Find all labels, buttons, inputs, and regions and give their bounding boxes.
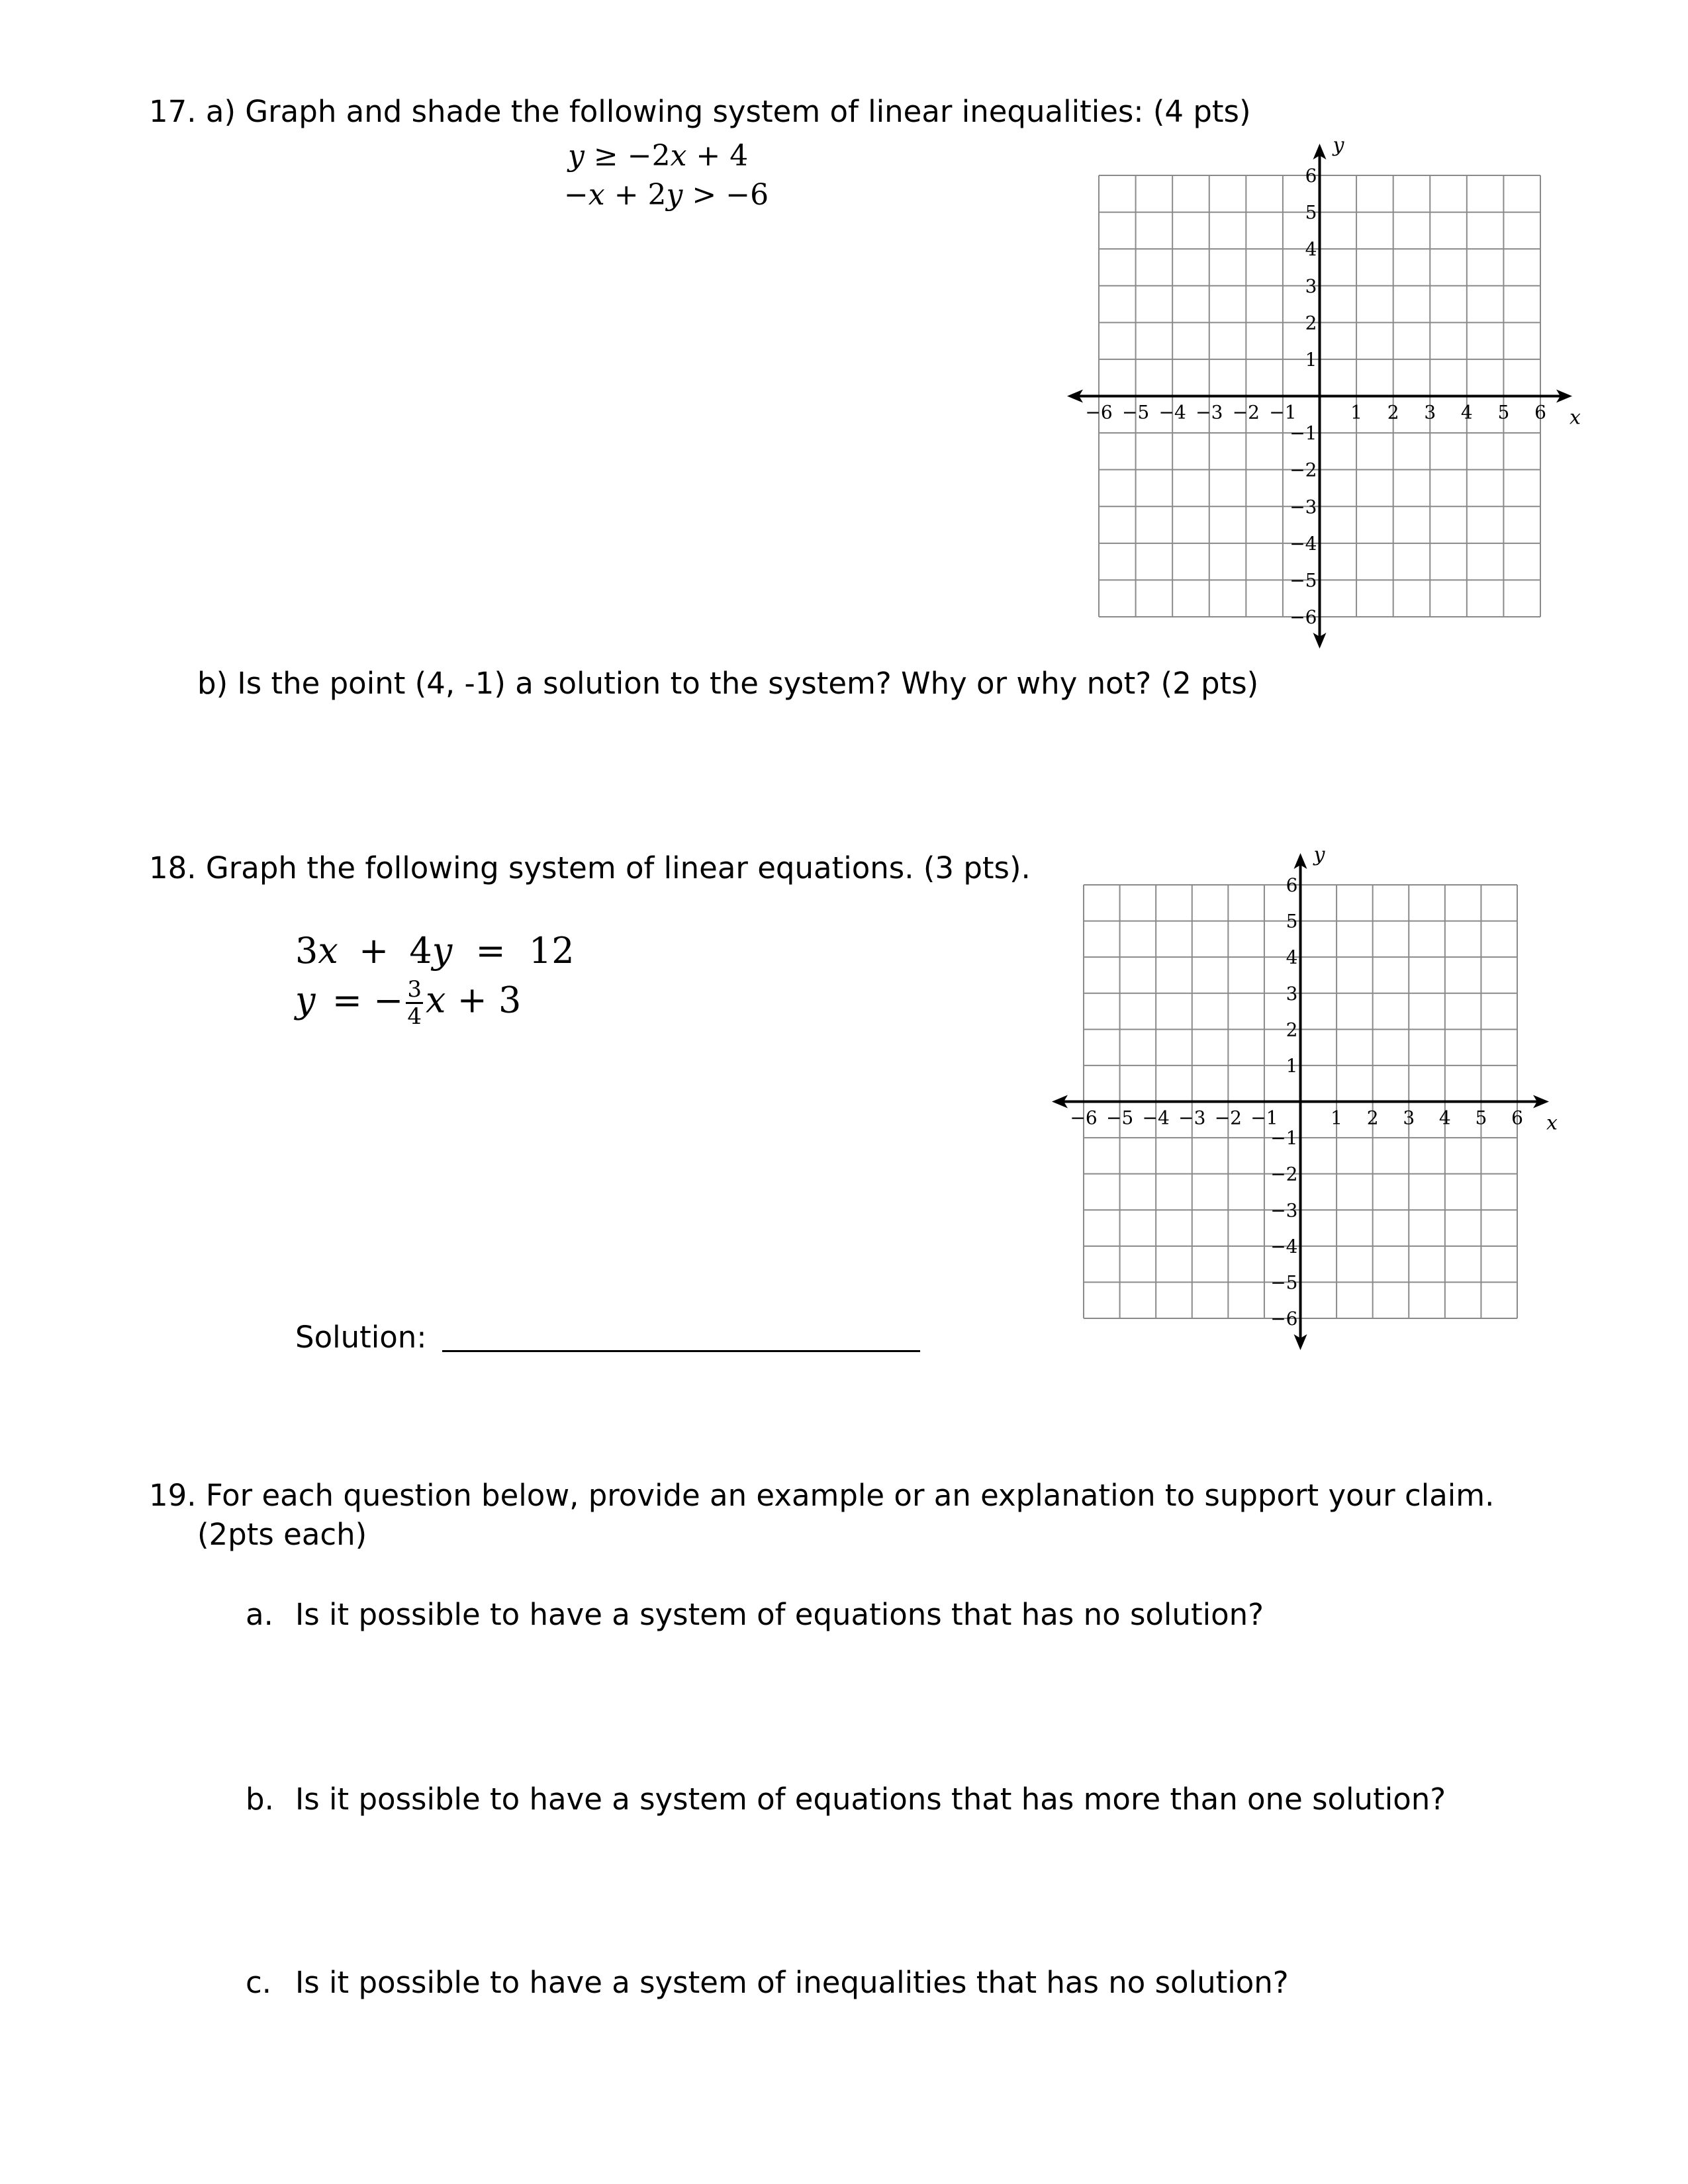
x-tick-label: −5	[1105, 1107, 1134, 1129]
x-tick-label: −6	[1070, 1107, 1098, 1129]
y-tick-label: 2	[1305, 312, 1317, 334]
y-axis-label: y	[1333, 134, 1344, 157]
ineq2-var2: y	[666, 178, 683, 212]
ineq1-rhs-prefix: −2	[627, 139, 671, 173]
y-tick-label: −1	[1289, 422, 1317, 445]
eq2-var: x	[426, 979, 446, 1021]
y-tick-label: −2	[1270, 1163, 1298, 1185]
y-tick-label: −1	[1270, 1127, 1298, 1150]
q18-coordinate-grid[interactable]	[1033, 834, 1575, 1363]
x-tick-label: −3	[1178, 1107, 1206, 1129]
x-tick-label: −1	[1250, 1107, 1278, 1129]
x-tick-label: −6	[1085, 401, 1113, 424]
x-tick-label: 3	[1403, 1107, 1415, 1129]
eq2-tail: + 3	[445, 979, 522, 1021]
y-tick-label: 4	[1305, 238, 1317, 261]
q19-points: (2pts each)	[197, 1517, 367, 1552]
q18-solution-answer-line[interactable]	[442, 1350, 920, 1352]
y-tick-label: −3	[1289, 496, 1317, 518]
x-tick-label: −2	[1214, 1107, 1242, 1129]
y-tick-label: −6	[1270, 1308, 1298, 1330]
y-tick-label: −4	[1289, 532, 1317, 555]
y-tick-label: 3	[1305, 275, 1317, 297]
q19-item-text: Is it possible to have a system of equations that has no solution?	[295, 1597, 1264, 1632]
y-tick-label: 2	[1286, 1019, 1298, 1041]
q17-part-b: b) Is the point (4, -1) a solution to the system? Why or why not? (2 pts)	[197, 666, 1259, 701]
eq2-lhs: y	[295, 979, 316, 1021]
x-axis-label: x	[1570, 406, 1581, 430]
eq2-numerator: 3	[407, 976, 422, 1003]
ineq2-part3: > −6	[682, 178, 769, 212]
x-tick-label: −5	[1121, 401, 1150, 424]
q19-title: 19. For each question below, provide an example or an explanation to support your claim.	[149, 1478, 1495, 1513]
eq1-var-x: x	[318, 930, 338, 972]
q19-item-marker: a.	[246, 1597, 273, 1632]
y-tick-label: 1	[1286, 1054, 1298, 1077]
eq1-coef-x: 3	[295, 930, 318, 972]
q19-item-marker: b.	[246, 1782, 274, 1817]
eq1-plus: +	[359, 930, 389, 972]
x-tick-label: −1	[1269, 401, 1297, 424]
y-tick-label: 3	[1286, 982, 1298, 1005]
x-tick-label: −4	[1142, 1107, 1170, 1129]
x-tick-label: −4	[1158, 401, 1186, 424]
q18-title: 18. Graph the following system of linear equations. (3 pts).	[149, 850, 1031, 886]
y-tick-label: 5	[1286, 910, 1298, 933]
x-tick-label: 3	[1424, 401, 1436, 424]
ineq2-part2: + 2	[604, 178, 667, 212]
y-tick-label: −5	[1289, 569, 1317, 592]
eq2-denominator: 4	[407, 1003, 422, 1030]
q18-equation-2	[295, 978, 521, 1028]
ineq1-lhs: y	[568, 139, 585, 173]
y-axis-label: y	[1313, 843, 1325, 866]
q18-equation-1	[295, 930, 575, 972]
q17-inequality-2	[564, 178, 769, 212]
x-tick-label: −3	[1196, 401, 1223, 424]
x-tick-label: 5	[1475, 1107, 1487, 1129]
eq1-equals: =	[475, 930, 506, 972]
q18-solution-label: Solution:	[295, 1320, 427, 1355]
q17-title: 17. a) Graph and shade the following system of linear inequalities: (4 pts)	[149, 94, 1251, 129]
y-tick-label: −3	[1270, 1199, 1298, 1222]
y-tick-label: −6	[1289, 606, 1317, 628]
eq1-var-y: y	[432, 930, 453, 972]
eq1-rhs: 12	[528, 930, 575, 972]
ineq2-part1: −	[564, 178, 588, 212]
ineq1-op: ≥	[593, 139, 618, 173]
eq2-equals-minus: = −	[332, 979, 404, 1021]
ineq1-rhs-suffix: + 4	[686, 139, 749, 173]
x-tick-label: 6	[1511, 1107, 1523, 1129]
y-tick-label: −4	[1270, 1235, 1298, 1257]
x-tick-label: 2	[1387, 401, 1399, 424]
ineq2-var1: x	[588, 178, 605, 212]
q17-inequality-1	[568, 139, 749, 173]
x-tick-label: −2	[1232, 401, 1260, 424]
y-tick-label: 4	[1286, 946, 1298, 969]
y-tick-label: 6	[1286, 874, 1298, 896]
y-tick-label: 1	[1305, 348, 1317, 371]
q19-item-text: Is it possible to have a system of equations that has more than one solution?	[295, 1782, 1446, 1817]
x-tick-label: 4	[1460, 401, 1473, 424]
y-tick-label: −5	[1270, 1271, 1298, 1294]
x-tick-label: 1	[1331, 1107, 1342, 1129]
x-tick-label: 6	[1534, 401, 1546, 424]
x-tick-label: 5	[1497, 401, 1510, 424]
x-tick-label: 2	[1366, 1107, 1379, 1129]
q19-item-marker: c.	[246, 1965, 272, 2000]
y-tick-label: 6	[1305, 165, 1317, 187]
eq2-fraction	[406, 978, 423, 1028]
eq1-coef-y: 4	[409, 930, 432, 972]
q17-coordinate-grid[interactable]	[1059, 132, 1602, 662]
y-tick-label: 5	[1305, 201, 1317, 224]
ineq1-rhs-var: x	[670, 139, 687, 173]
x-tick-label: 1	[1350, 401, 1362, 424]
q19-item-text: Is it possible to have a system of inequalities that has no solution?	[295, 1965, 1289, 2000]
x-axis-label: x	[1546, 1111, 1558, 1135]
y-tick-label: −2	[1289, 459, 1317, 481]
x-tick-label: 4	[1438, 1107, 1451, 1129]
